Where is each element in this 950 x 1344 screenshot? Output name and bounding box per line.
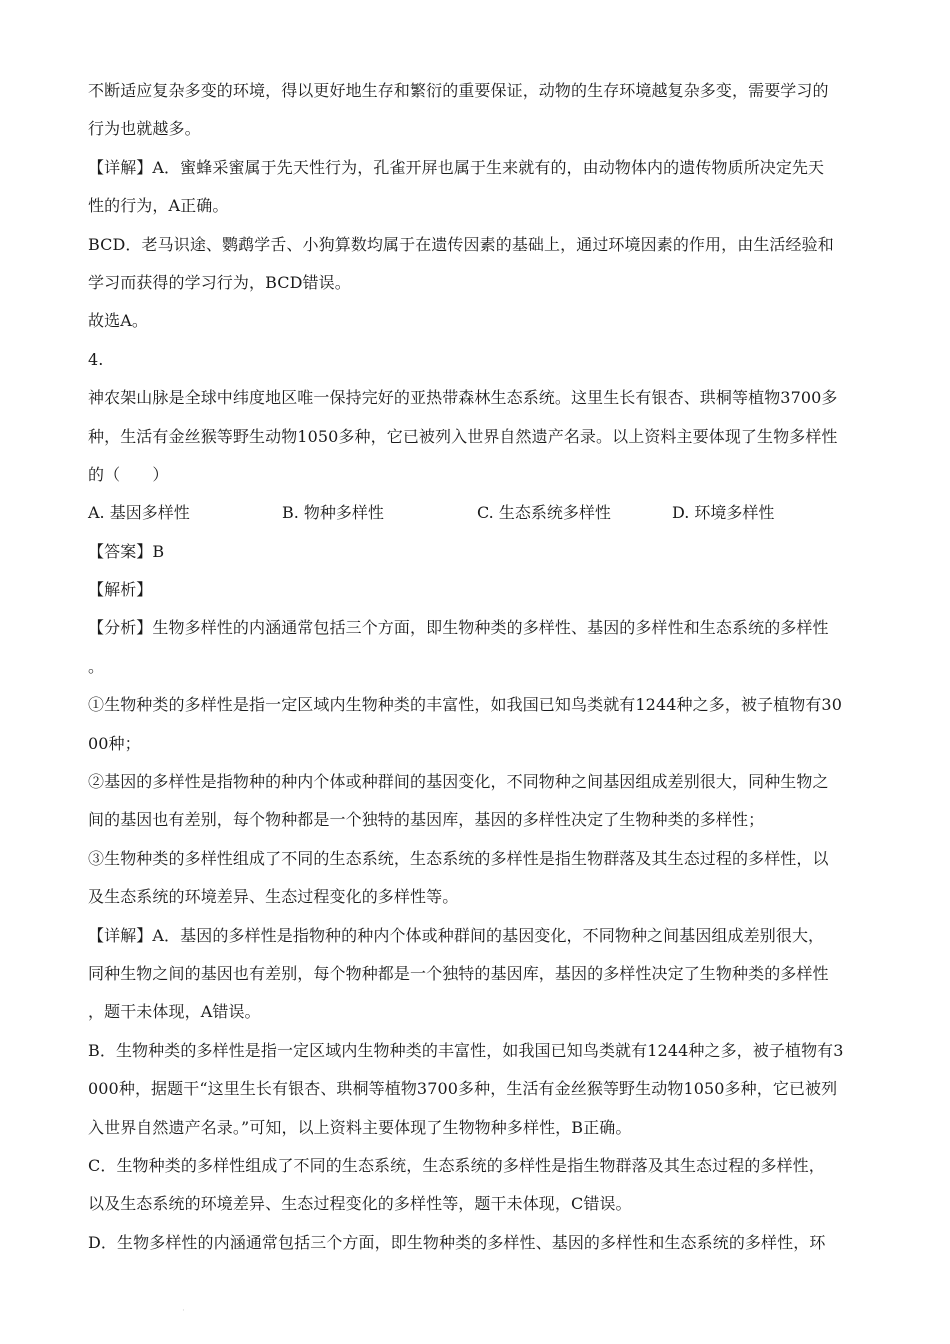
option-b: B. 物种多样性	[282, 503, 384, 523]
text-line: 行为也就越多。	[88, 119, 201, 139]
text-line: 【答案】B	[88, 541, 165, 561]
text-line: 不断适应复杂多变的环境，得以更好地生存和繁衍的重要保证，动物的生存环境越复杂多变，需要学习的	[88, 81, 829, 100]
text-line: 【详解】A．蜜蜂采蜜属于先天性行为，孔雀开屏也属于生来就有的，由动物体内的遗传物质所决定先天	[88, 157, 825, 177]
text-line: D．生物多样性的内涵通常包括三个方面，即生物种类的多样性、基因的多样性和生态系统的多样性，环	[88, 1232, 826, 1252]
text-line: 同种生物之间的基因也有差别，每个物种都是一个独特的基因库，基因的多样性决定了生物种类的多样性	[88, 963, 829, 983]
option-c: C. 生态系统多样性	[477, 503, 611, 523]
option-a: A. 基因多样性	[88, 503, 190, 523]
text-line: 000种，据题干“这里生长有银杏、珙桐等植物3700多种，生活有金丝猴等野生动物1050多种，它已被列	[88, 1079, 838, 1099]
text-line: 以及生态系统的环境差异、生态过程变化的多样性等，题干未体现，C错误。	[88, 1194, 632, 1214]
text-line: 种，生活有金丝猴等野生动物1050多种，它已被列入世界自然遗产名录。以上资料主要体现了生物多样性	[88, 426, 838, 446]
text-line: 的（ ）	[88, 464, 169, 484]
text-line: 及生态系统的环境差异、生态过程变化的多样性等。	[88, 887, 459, 907]
text-line: 【分析】生物多样性的内涵通常包括三个方面，即生物种类的多样性、基因的多样性和生态系统的多样性	[88, 618, 829, 638]
text-line: 00种；	[88, 733, 141, 753]
option-d: D. 环境多样性	[672, 503, 775, 523]
text-line: 神农架山脉是全球中纬度地区唯一保持完好的亚热带森林生态系统。这里生长有银杏、珙桐等植物3700多	[88, 388, 838, 408]
footer-watermark-mark: ·	[182, 1306, 186, 1316]
paragraph-block-before	[88, 72, 868, 494]
document-page	[88, 72, 868, 1262]
text-line: 。	[88, 656, 105, 676]
text-line: C．生物种类的多样性组成了不同的生态系统，生态系统的多样性是指生物群落及其生态过程的多样性，	[88, 1155, 825, 1175]
text-line: 故选A。	[88, 311, 148, 331]
paragraph-block-after	[88, 533, 868, 1262]
text-line: ②基因的多样性是指物种的种内个体或种群间的基因变化，不同物种之间基因组成差别很大，同种生物之	[88, 772, 829, 792]
text-line: 入世界自然遗产名录。”可知，以上资料主要体现了生物物种多样性，B正确。	[88, 1117, 632, 1137]
text-line: 【解析】	[88, 580, 153, 600]
text-line: 性的行为，A正确。	[88, 196, 229, 216]
text-line: ①生物种类的多样性是指一定区域内生物种类的丰富性，如我国已知鸟类就有1244种之多，被子植物有30	[88, 695, 842, 715]
text-line: ③生物种类的多样性组成了不同的生态系统，生态系统的多样性是指生物群落及其生态过程的多样性，以	[88, 848, 829, 868]
answer-options	[88, 494, 868, 532]
text-line: B．生物种类的多样性是指一定区域内生物种类的丰富性，如我国已知鸟类就有1244种之多，被子植物有3	[88, 1040, 844, 1060]
text-line: 4.	[88, 349, 104, 369]
text-line: ，题干未体现，A错误。	[88, 1002, 261, 1022]
text-line: 间的基因也有差别，每个物种都是一个独特的基因库，基因的多样性决定了生物种类的多样性；	[88, 810, 765, 830]
text-line: 学习而获得的学习行为，BCD错误。	[88, 272, 351, 292]
text-line: 【详解】A．基因的多样性是指物种的种内个体或种群间的基因变化，不同物种之间基因组成差别很大，	[88, 925, 825, 945]
text-line: BCD．老马识途、鹦鹉学舌、小狗算数均属于在遗传因素的基础上，通过环境因素的作用，由生活经验和	[88, 234, 834, 254]
